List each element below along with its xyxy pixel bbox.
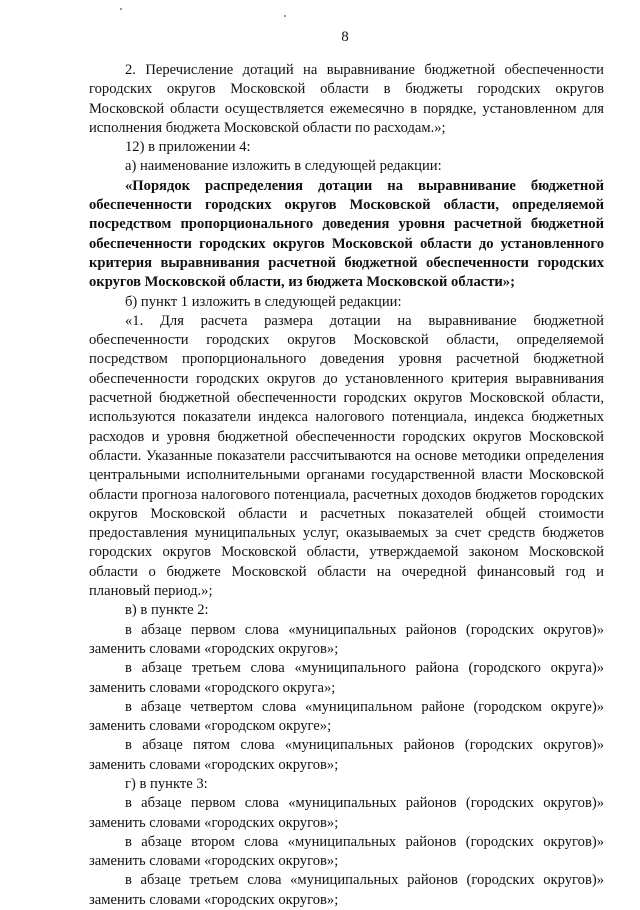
paragraph-6: «1. Для расчета размера дотации на выравнивание бюджетной обеспеченности городских округов Московской области, определяемой посредством пропорционального доведения уровня расчетной бюджетной обеспеченности городских округов до установленного критерия выравнивания расчетной бюджетной обеспеченности городских округов Московской области, используются показатели индекса налогового потенциала, индекса бюджетных расходов и уровня бюджетной обеспеченности городских округов Московской области. Указанные показатели рассчитываются на основе методики определения центральными исполнительными органами государственной власти Московской области прогноза налогового потенциала, расчетных доходов бюджетов городских округов Московской области и расчетных показателей общей стоимости предоставления муниципальных услуг, оказываемых за счет средств бюджетов городских округов Московской области, утверждаемой законом Московской области о бюджете Московской области на очередной финансовый год и плановый период.»;	[89, 312, 604, 600]
paragraph-7: в) в пункте 2:	[125, 602, 209, 619]
paragraph-4-title: «Порядок распределения дотации на выравнивание бюджетной обеспеченности городских округов Московской области, определяемой посредством пропорционального доведения уровня расчетной бюджетной обеспеченности городских округов Московской области до установленного критерия выравнивания расчетной бюджетной обеспеченности городских округов Московской области, из бюджета Московской области»;	[89, 177, 604, 291]
paragraph-15: в абзаце третьем слова «муниципальных районов (городских округов)» заменить словами «городских округов»;	[89, 872, 604, 908]
scan-speck	[120, 8, 122, 10]
paragraph-3: а) наименование изложить в следующей редакции:	[125, 158, 442, 175]
paragraph-1: 2. Перечисление дотаций на выравнивание бюджетной обеспеченности городских округов Московской области в бюджеты городских округов Московской области осуществляется ежемесячно в порядке, установленном для исполнения бюджета Московской области по расходам.»;	[89, 62, 604, 136]
paragraph-11: в абзаце пятом слова «муниципальных районов (городских округов)» заменить словами «городских округов»;	[89, 737, 604, 773]
paragraph-8: в абзаце первом слова «муниципальных районов (городских округов)» заменить словами «городских округов»;	[89, 621, 604, 657]
paragraph-14: в абзаце втором слова «муниципальных районов (городских округов)» заменить словами «городских округов»;	[89, 833, 604, 870]
paragraph-2: 12) в приложении 4:	[125, 139, 251, 156]
paragraph-10: в абзаце четвертом слова «муниципальном районе (городском округе)» заменить словами «городском округе»;	[89, 698, 604, 735]
paragraph-5: б) пункт 1 изложить в следующей редакции:	[125, 293, 402, 310]
scan-speck	[284, 15, 286, 17]
document-body	[89, 61, 604, 910]
paragraph-9: в абзаце третьем слова «муниципального района (городского округа)» заменить словами «городского округа»;	[89, 660, 604, 696]
paragraph-12: г) в пункте 3:	[125, 775, 208, 792]
page-number: 8	[341, 29, 349, 45]
paragraph-13: в абзаце первом слова «муниципальных районов (городских округов)» заменить словами «городских округов»;	[89, 795, 604, 831]
